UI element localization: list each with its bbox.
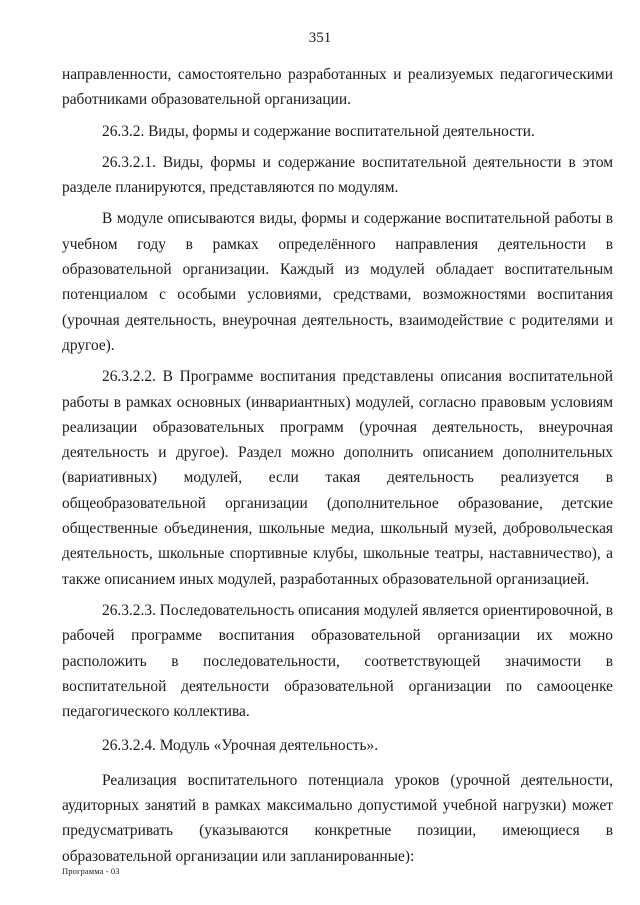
page-number: 351 — [308, 30, 332, 46]
paragraph-26-3-2-1: 26.3.2.1. Виды, формы и содержание воспитательной деятельности в этом разделе планируются, представляются по модулям. — [62, 153, 613, 197]
paragraph-module-description: В модуле описываются виды, формы и содержание воспитательной работы в учебном году в рамках определённого направления деятельности в образовательной организации. Каждый из модулей обладает воспитательным потенциалом с особыми условиями, средствами, возможностями воспитания (урочная деятельность, внеурочная деятельность, взаимодействие с родителями и другое). — [62, 210, 613, 354]
paragraph-continuation: направленности, самостоятельно разработанных и реализуемых педагогическими работниками образовательной организации. — [62, 66, 613, 109]
paragraph-26-3-2-3: 26.3.2.3. Последовательность описания модулей является ориентировочной, в рабочей программе воспитания образовательной организации их можно расположить в последовательности, соответствующей значимости в воспитательной деятельности образовательной организации по самооценке педагогического коллектива. — [62, 601, 613, 721]
section-heading-26-3-2-4: 26.3.2.4. Модуль «Урочная деятельность». — [102, 737, 379, 755]
paragraph-lesson-potential: Реализация воспитательного потенциала уроков (урочной деятельности, аудиторных занятий в рамках максимально допустимой учебной нагрузки) может предусматривать (указываются конкретные позиции, имеющиеся в образовательной организации или запланированные): — [62, 771, 613, 865]
paragraph-26-3-2-2: 26.3.2.2. В Программе воспитания представлены описания воспитательной работы в рамках основных (инвариантных) модулей, согласно правовым условиям реализации образовательных программ (урочная деятельность, внеурочная деятельность и другое). Раздел можно дополнить описанием дополнительных (вариативных) модулей, если такая деятельность реализуется в общеобразовательной организации (дополнительное образование, детские общественные объединения, школьные медиа, школьный музей, добровольческая деятельность, школьные спортивные клубы, школьные театры, наставничество), а также описанием иных модулей, разработанных образовательной организацией. — [62, 368, 613, 588]
page-footer: Программа - 03 — [62, 866, 120, 876]
section-heading-26-3-2: 26.3.2. Виды, формы и содержание воспитательной деятельности. — [102, 122, 535, 140]
document-body — [62, 62, 613, 869]
